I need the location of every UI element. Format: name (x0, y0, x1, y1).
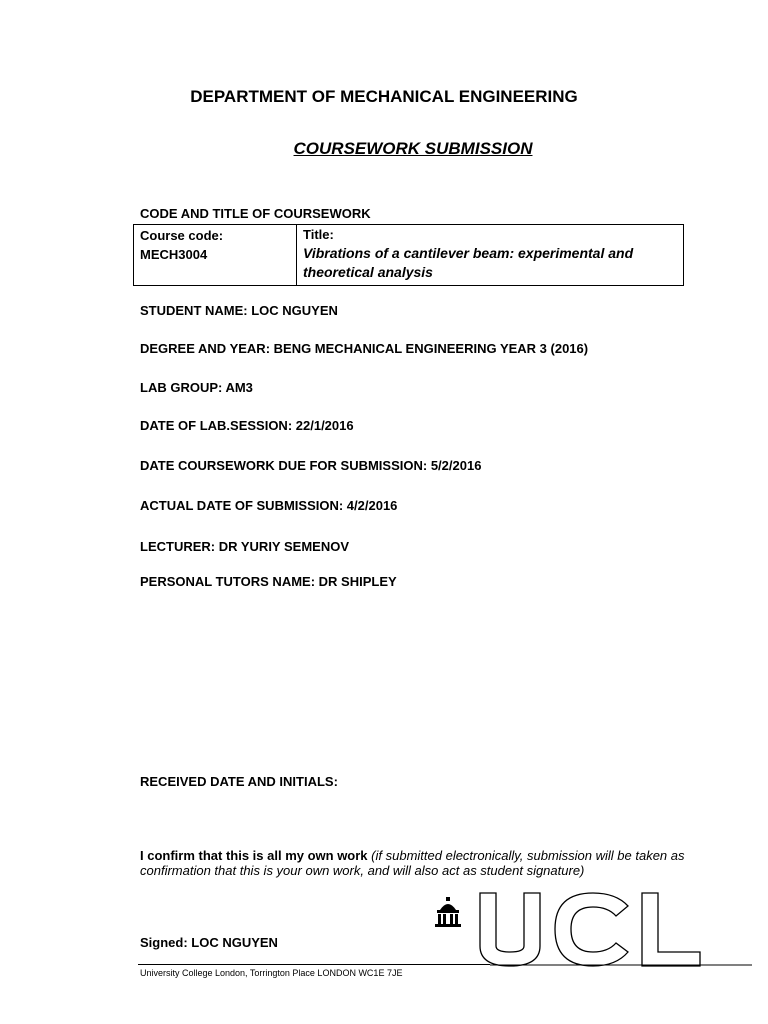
department-heading: DEPARTMENT OF MECHANICAL ENGINEERING (190, 87, 578, 106)
code-title-heading: CODE AND TITLE OF COURSEWORK (140, 206, 371, 221)
date-actual: ACTUAL DATE OF SUBMISSION: 4/2/2016 (140, 498, 398, 513)
course-code-cell (134, 225, 297, 286)
lab-group: LAB GROUP: AM3 (140, 380, 253, 395)
course-code-value: MECH3004 (140, 247, 208, 262)
lecturer: LECTURER: DR YURIY SEMENOV (140, 539, 349, 554)
footer-divider (138, 964, 490, 965)
portico-icon (435, 897, 461, 927)
degree-year: DEGREE AND YEAR: BENG MECHANICAL ENGINEERING YEAR 3 (2016) (140, 341, 589, 356)
confirmation-italic: (if submitted electronically, submission will be taken as confirmation that this is your own work, and will also act as student signature) (140, 848, 685, 878)
personal-tutor: PERSONAL TUTORS NAME: DR SHIPLEY (140, 574, 397, 589)
confirmation-bold: I confirm that this is all my own work (140, 848, 368, 863)
course-code-label: Course code: (140, 228, 224, 243)
course-title-cell (297, 225, 684, 286)
submission-title: COURSEWORK SUBMISSION (293, 139, 533, 158)
signed-line: Signed: LOC NGUYEN (140, 935, 278, 950)
ucl-logo (430, 888, 760, 970)
received-date-initials: RECEIVED DATE AND INITIALS: (140, 774, 338, 789)
date-due: DATE COURSEWORK DUE FOR SUBMISSION: 5/2/2016 (140, 458, 482, 473)
title-value: Vibrations of a cantilever beam: experimental and theoretical analysis (303, 245, 634, 280)
footer-address: University College London, Torrington Place LONDON WC1E 7JE (140, 968, 403, 978)
title-label: Title: (303, 227, 334, 242)
confirmation-statement (140, 849, 700, 878)
course-table (133, 224, 684, 286)
student-name: STUDENT NAME: LOC NGUYEN (140, 303, 338, 318)
date-lab-session: DATE OF LAB.SESSION: 22/1/2016 (140, 418, 354, 433)
